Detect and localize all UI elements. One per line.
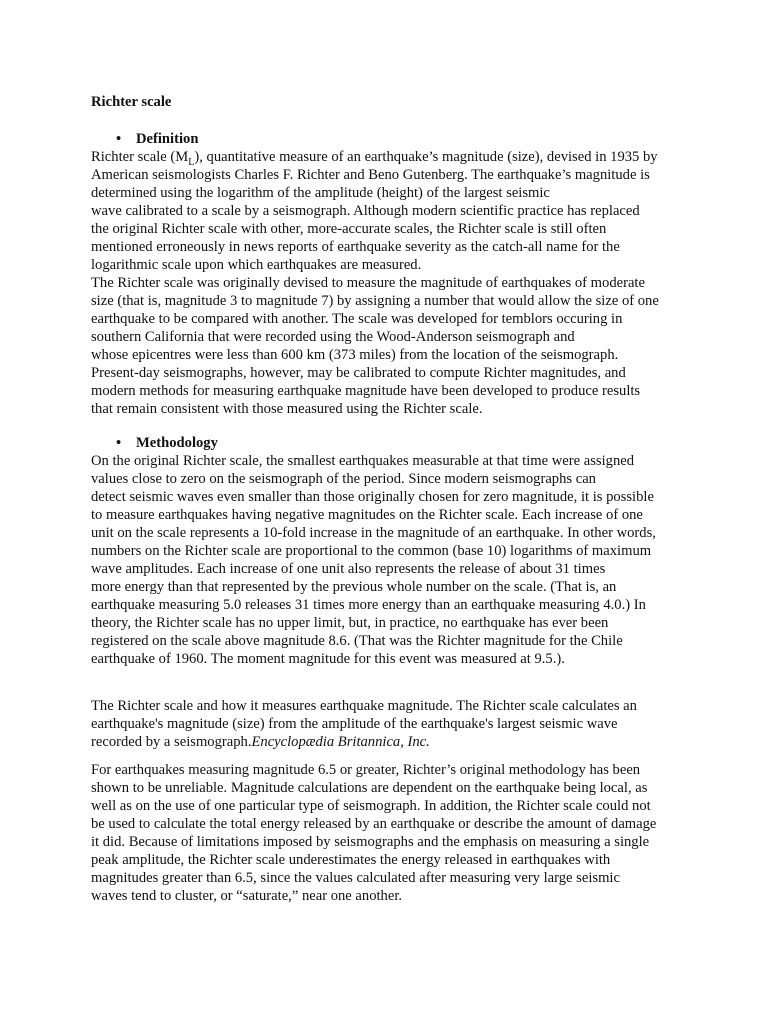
text-line: Present-day seismographs, however, may be calibrated to compute Richter magnitudes, and: [91, 365, 626, 381]
text-line: mentioned erroneously in news reports of earthquake severity as the catch-all name for the: [91, 239, 620, 255]
text-line: peak amplitude, the Richter scale underestimates the energy released in earthquakes with: [91, 852, 611, 868]
bullet-icon: •: [116, 435, 122, 451]
text-run: recorded by a seismograph.: [91, 734, 252, 750]
text-line: For earthquakes measuring magnitude 6.5 or greater, Richter’s original methodology has been: [91, 762, 641, 778]
definition-paragraph: [91, 148, 691, 418]
text-line: wave calibrated to a scale by a seismograph. Although modern scientific practice has replaced: [91, 203, 640, 219]
text-run: ), quantitative measure of an earthquake’s magnitude (size), devised in 1935 by: [194, 149, 658, 165]
text-line: determined using the logarithm of the amplitude (height) of the largest seismic: [91, 185, 550, 201]
bullet-icon: •: [116, 131, 122, 147]
text-line: theory, the Richter scale has no upper limit, but, in practice, no earthquake has ever been: [91, 615, 609, 631]
text-line: it did. Because of limitations imposed by seismographs and the emphasis on measuring a single: [91, 834, 650, 850]
text-line: [91, 148, 691, 166]
text-line: earthquake to be compared with another. The scale was developed for temblors occuring in: [91, 311, 623, 327]
text-line: the original Richter scale with other, more-accurate scales, the Richter scale is still often: [91, 221, 607, 237]
document-title: Richter scale: [91, 94, 172, 110]
text-line: earthquake of 1960. The moment magnitude for this event was measured at 9.5.).: [91, 651, 565, 667]
text-line: registered on the scale above magnitude 8.6. (That was the Richter magnitude for the Chile: [91, 633, 623, 649]
text-line: [91, 733, 691, 751]
methodology-paragraph: [91, 452, 691, 668]
text-line: whose epicentres were less than 600 km (373 miles) from the location of the seismograph.: [91, 347, 619, 363]
text-line: numbers on the Richter scale are proportional to the common (base 10) logarithms of maximum: [91, 543, 652, 559]
text-line: well as on the use of one particular type of seismograph. In addition, the Richter scale could not: [91, 798, 651, 814]
text-line: values close to zero on the seismograph of the period. Since modern seismographs can: [91, 471, 596, 487]
text-line: shown to be unreliable. Magnitude calculations are dependent on the earthquake being local, as: [91, 780, 648, 796]
subscript-text: L: [188, 156, 195, 168]
text-line: that remain consistent with those measured using the Richter scale.: [91, 401, 483, 417]
image-caption: [91, 697, 691, 751]
definition-heading-label: Definition: [136, 131, 199, 147]
image-credit: Encyclopædia Britannica, Inc.: [251, 734, 430, 750]
methodology-heading-label: Methodology: [136, 435, 218, 451]
text-line: detect seismic waves even smaller than those originally chosen for zero magnitude, it is possible: [91, 489, 654, 505]
text-line: The Richter scale and how it measures earthquake magnitude. The Richter scale calculates an: [91, 698, 637, 714]
text-line: more energy than that represented by the previous whole number on the scale. (That is, an: [91, 579, 617, 595]
text-line: unit on the scale represents a 10-fold increase in the magnitude of an earthquake. In other words,: [91, 525, 656, 541]
text-line: wave amplitudes. Each increase of one unit also represents the release of about 31 times: [91, 561, 606, 577]
text-line: magnitudes greater than 6.5, since the values calculated after measuring very large seismic: [91, 870, 620, 886]
text-line: to measure earthquakes having negative magnitudes on the Richter scale. Each increase of one: [91, 507, 643, 523]
text-line: southern California that were recorded using the Wood-Anderson seismograph and: [91, 329, 575, 345]
text-line: earthquake's magnitude (size) from the amplitude of the earthquake's largest seismic wave: [91, 716, 618, 732]
text-line: earthquake measuring 5.0 releases 31 times more energy than an earthquake measuring 4.0.) In: [91, 597, 646, 613]
text-line: American seismologists Charles F. Richter and Beno Gutenberg. The earthquake’s magnitude is: [91, 167, 650, 183]
text-line: The Richter scale was originally devised to measure the magnitude of earthquakes of moderate: [91, 275, 645, 291]
text-run: Richter scale (M: [91, 149, 189, 165]
text-line: size (that is, magnitude 3 to magnitude 7) by assigning a number that would allow the size of one: [91, 293, 659, 309]
limitations-paragraph: [91, 761, 691, 905]
text-line: waves tend to cluster, or “saturate,” near one another.: [91, 888, 403, 904]
text-line: logarithmic scale upon which earthquakes are measured.: [91, 257, 422, 273]
text-line: On the original Richter scale, the smallest earthquakes measurable at that time were assigned: [91, 453, 635, 469]
text-line: be used to calculate the total energy released by an earthquake or describe the amount of damage: [91, 816, 657, 832]
text-line: modern methods for measuring earthquake magnitude have been developed to produce results: [91, 383, 641, 399]
